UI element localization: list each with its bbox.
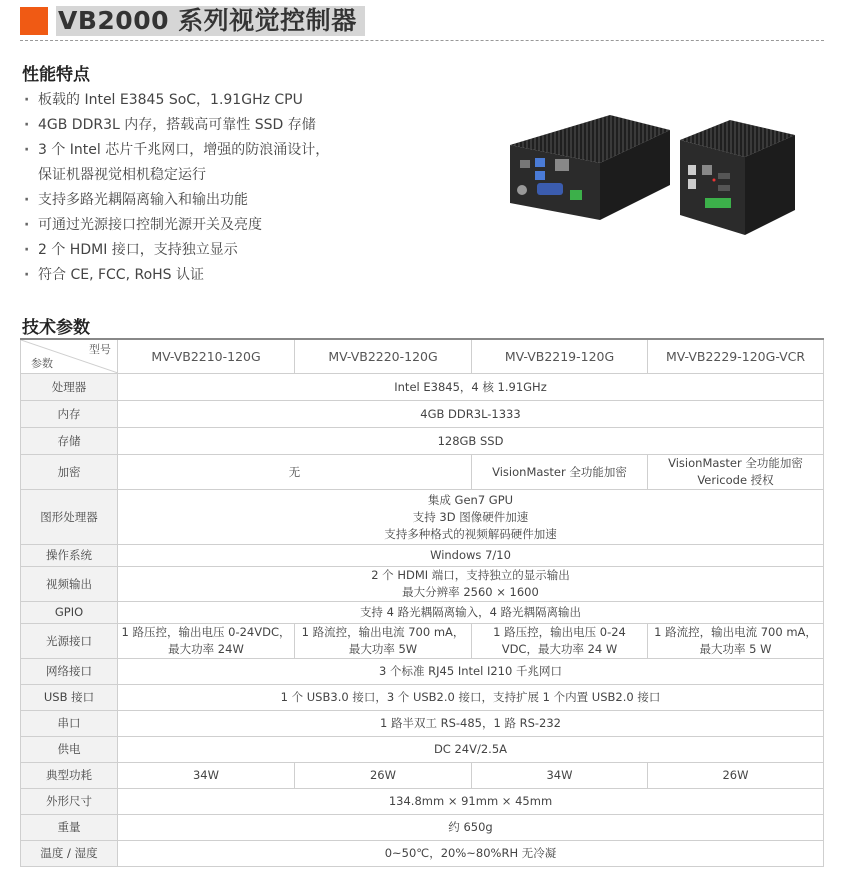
table-row [21, 602, 824, 624]
cell-line: 1 路压控，输出电压 0-24VDC， [121, 625, 291, 639]
cell-line: VDC，最大功率 24 W [501, 642, 618, 656]
row-value: Intel E3845，4 核 1.91GHz [118, 374, 824, 401]
row-label: 重量 [21, 815, 118, 841]
row-value: 无 [118, 455, 472, 490]
table-row [21, 711, 824, 737]
row-value [118, 567, 824, 602]
cell-line: 最大分辨率 2560 × 1600 [402, 585, 539, 599]
cell-line: 1 路压控，输出电压 0-24 [493, 625, 626, 639]
page-title-bar [20, 6, 365, 36]
row-value: 134.8mm × 91mm × 45mm [118, 789, 824, 815]
table-row [21, 815, 824, 841]
row-label: 加密 [21, 455, 118, 490]
row-value: VisionMaster 全功能加密 [472, 455, 648, 490]
feature-item: · 可通过光源接口控制光源开关及亮度 [22, 213, 492, 238]
row-value: Windows 7/10 [118, 545, 824, 567]
cell-line: 支持 3D 图像硬件加速 [412, 509, 529, 524]
model-header: MV-VB2210-120G [118, 339, 295, 374]
row-label: 串口 [21, 711, 118, 737]
table-row [21, 763, 824, 789]
feature-item: · 2 个 HDMI 接口，支持独立显示 [22, 238, 492, 263]
cell-line: 2 个 HDMI 端口，支持独立的显示输出 [371, 568, 570, 582]
row-value: 4GB DDR3L-1333 [118, 401, 824, 428]
row-value: 约 650g [118, 815, 824, 841]
row-label: 处理器 [21, 374, 118, 401]
table-header-row [21, 339, 824, 374]
corner-param-label: 参数 [31, 357, 53, 370]
row-label: 网络接口 [21, 659, 118, 685]
table-row [21, 789, 824, 815]
row-value: DC 24V/2.5A [118, 737, 824, 763]
feature-item: · 3 个 Intel 芯片千兆网口，增强的防浪涌设计， [22, 138, 492, 163]
row-value: 128GB SSD [118, 428, 824, 455]
row-label: 供电 [21, 737, 118, 763]
features-heading: 性能特点 [22, 65, 90, 85]
model-header: MV-VB2220-120G [295, 339, 472, 374]
row-value: 34W [118, 763, 295, 789]
table-row [21, 455, 824, 490]
row-label: 内存 [21, 401, 118, 428]
row-label: 存储 [21, 428, 118, 455]
row-value: 支持 4 路光耦隔离输入，4 路光耦隔离输出 [118, 602, 824, 624]
feature-item: · 支持多路光耦隔离输入和输出功能 [22, 188, 492, 213]
row-value [118, 490, 824, 545]
table-row [21, 685, 824, 711]
row-value: 34W [472, 763, 648, 789]
cell-line: VisionMaster 全功能加密 [668, 456, 803, 470]
row-label: 视频输出 [21, 567, 118, 602]
row-label: 图形处理器 [21, 490, 118, 545]
table-row [21, 401, 824, 428]
corner-cell [21, 339, 118, 374]
table-row [21, 374, 824, 401]
cell-line: 支持多种格式的视频解码硬件加速 [384, 526, 557, 541]
row-label: 外形尺寸 [21, 789, 118, 815]
specs-heading: 技术参数 [22, 318, 90, 338]
table-row [21, 737, 824, 763]
row-label: 温度 / 湿度 [21, 841, 118, 867]
row-label: GPIO [21, 602, 118, 624]
cell-line: 集成 Gen7 GPU [427, 492, 514, 507]
corner-model-label: 型号 [89, 343, 111, 356]
row-value: 1 个 USB3.0 接口，3 个 USB2.0 接口，支持扩展 1 个内置 USB2.0 接口 [118, 685, 824, 711]
cell-line: 1 路流控，输出电流 700 mA， [301, 625, 465, 639]
table-row [21, 659, 824, 685]
cell-line: 最大功率 5W [348, 642, 418, 656]
cell-line: 1 路流控，输出电流 700 mA， [654, 625, 817, 639]
model-header: MV-VB2219-120G [472, 339, 648, 374]
model-header: MV-VB2229-120G-VCR [648, 339, 824, 374]
row-value [472, 624, 648, 659]
row-value: 0~50℃，20%~80%RH 无冷凝 [118, 841, 824, 867]
feature-item-continuation: 保证机器视觉相机稳定运行 [38, 167, 206, 183]
table-row [21, 545, 824, 567]
cell-line: Vericode 授权 [697, 473, 774, 487]
row-value: 26W [648, 763, 824, 789]
row-label: 典型功耗 [21, 763, 118, 789]
row-value [295, 624, 472, 659]
features-list [22, 88, 492, 288]
title-accent-square [20, 7, 48, 35]
spec-table [20, 338, 824, 867]
title-divider [20, 40, 824, 41]
feature-item: · 符合 CE, FCC, RoHS 认证 [22, 263, 492, 288]
cell-line: 最大功率 5 W [699, 642, 772, 656]
row-value [648, 455, 824, 490]
row-label: USB 接口 [21, 685, 118, 711]
row-value: 26W [295, 763, 472, 789]
table-row [21, 490, 824, 545]
table-row [21, 567, 824, 602]
table-row [21, 624, 824, 659]
feature-item: · 4GB DDR3L 内存，搭载高可靠性 SSD 存储 [22, 113, 492, 138]
product-image [500, 95, 800, 260]
controller-front-view [510, 115, 670, 220]
row-label: 操作系统 [21, 545, 118, 567]
row-value [118, 624, 295, 659]
table-row [21, 428, 824, 455]
row-value [648, 624, 824, 659]
page-title: VB2000 系列视觉控制器 [56, 6, 365, 36]
row-value: 3 个标准 RJ45 Intel I210 千兆网口 [118, 659, 824, 685]
controller-rear-view [680, 120, 795, 235]
row-label: 光源接口 [21, 624, 118, 659]
feature-item: · 板载的 Intel E3845 SoC，1.91GHz CPU [22, 88, 492, 113]
table-row [21, 841, 824, 867]
row-value: 1 路半双工 RS-485，1 路 RS-232 [118, 711, 824, 737]
cell-line: 最大功率 24W [168, 642, 244, 656]
